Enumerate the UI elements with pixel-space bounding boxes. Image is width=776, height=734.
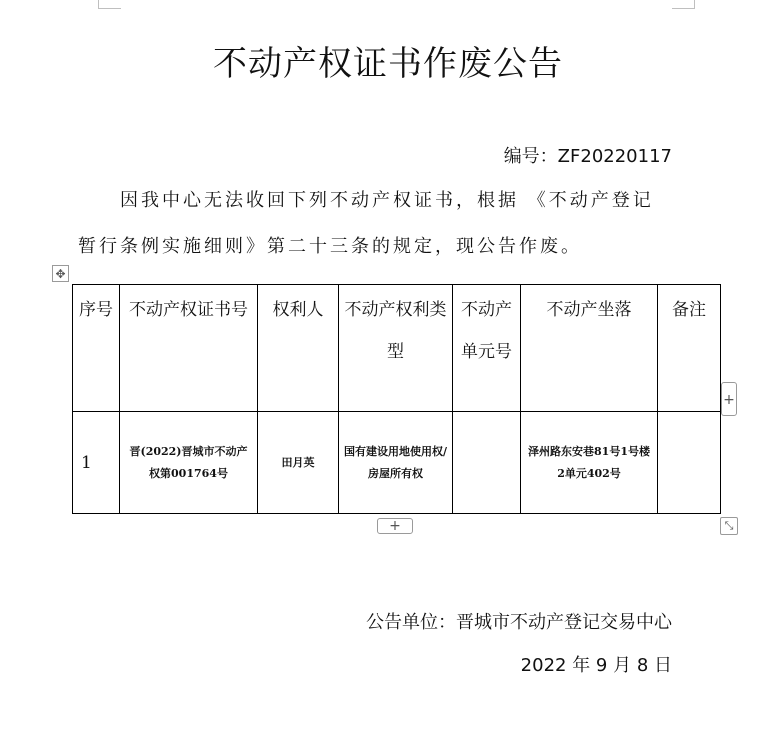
- add-column-button[interactable]: +: [721, 382, 737, 416]
- cell-index: 1: [73, 412, 120, 514]
- header-remark: 备注: [658, 285, 721, 412]
- issuer-line: 公告单位：晋城市不动产登记交易中心: [366, 612, 672, 633]
- cell-remark: [658, 412, 721, 514]
- cell-unit-no: [453, 412, 521, 514]
- table-resize-icon[interactable]: ⤡: [720, 517, 738, 535]
- header-owner: 权利人: [258, 285, 339, 412]
- header-unit-no: 不动产单元号: [453, 285, 521, 412]
- cell-right-type: 国有建设用地使用权/房屋所有权: [339, 412, 453, 514]
- page-corner-mark-left: [98, 0, 121, 9]
- header-location: 不动产坐落: [521, 285, 658, 412]
- date-line: 2022 年 9 月 8 日: [520, 655, 672, 676]
- certificate-table: [72, 284, 721, 514]
- table-move-icon[interactable]: ✥: [52, 265, 69, 282]
- header-index: 序号: [73, 285, 120, 412]
- table-header-row: [73, 285, 721, 412]
- page-title: 不动产权证书作废公告: [213, 44, 563, 84]
- announcement-body: 因我中心无法收回下列不动产权证书，根据 《不动产登记暂行条例实施细则》第二十三条的规定，现公告作废。: [78, 190, 654, 257]
- table-row: [73, 412, 721, 514]
- page-corner-mark-right: [672, 0, 695, 9]
- add-row-button[interactable]: +: [377, 518, 413, 534]
- header-certificate: 不动产权证书号: [120, 285, 258, 412]
- announcement-number: 编号：ZF20220117: [503, 146, 672, 167]
- cell-location: 泽州路东安巷81号1号楼2单元402号: [521, 412, 658, 514]
- cell-owner: 田月英: [258, 412, 339, 514]
- cell-certificate: 晋(2022)晋城市不动产权第001764号: [120, 412, 258, 514]
- header-right-type: 不动产权利类型: [339, 285, 453, 412]
